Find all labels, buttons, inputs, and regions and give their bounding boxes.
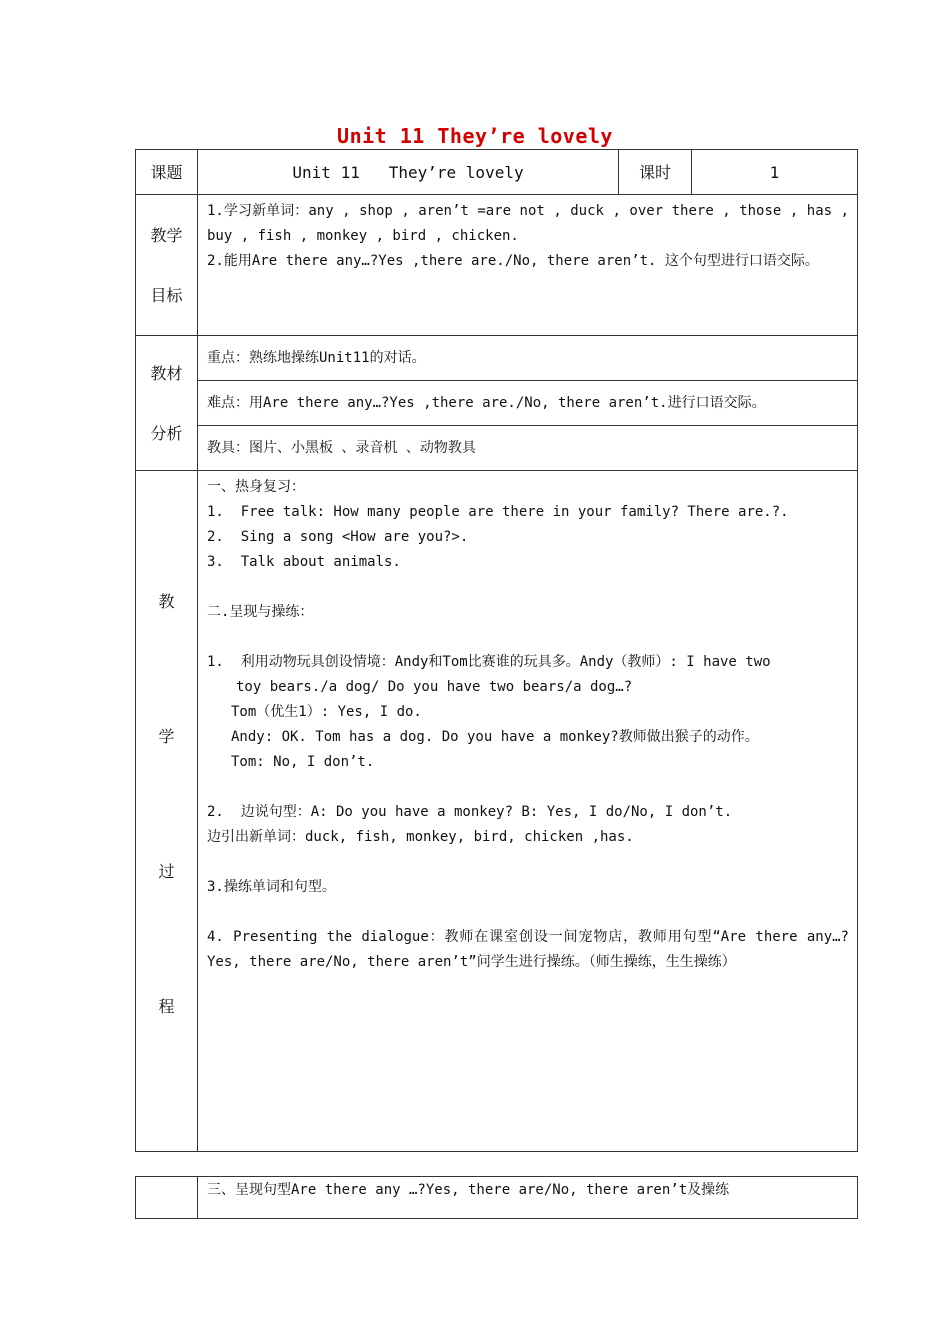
objectives-label	[136, 195, 198, 336]
topic-label: 课题	[136, 150, 198, 195]
step2-line: 2. 边说句型：A: Do you have a monkey? B: Yes, I do/No, I don’t.	[207, 804, 733, 820]
step3: 3.操练单词和句型。	[207, 879, 336, 895]
process-label-char-2: 学	[158, 727, 175, 746]
step2-line: 边引出新单词：duck, fish, monkey, bird, chicken ,has.	[207, 829, 634, 845]
warmup-item: 3. Talk about animals.	[207, 554, 401, 570]
header-row	[136, 150, 858, 195]
step1-line: 1. 利用动物玩具创设情境：Andy和Tom比赛谁的玩具多。Andy（教师）: I have two	[207, 654, 771, 670]
warmup-title: 一、热身复习：	[207, 479, 305, 495]
step4: 4. Presenting the dialogue：教师在课室创设一间宠物店，教师用句型“Are there any…?Yes, there are/No, there aren’t”问学生进行操练。（师生操练，生生操练）	[207, 929, 849, 970]
process-label-char-4: 程	[158, 997, 175, 1016]
warmup-item: 1. Free talk: How many people are there in your family? There are.?.	[207, 504, 789, 520]
objectives-row	[136, 195, 858, 336]
process-content	[198, 471, 858, 1152]
process-label	[136, 471, 198, 1152]
objectives-label-2: 目标	[150, 285, 183, 305]
document-title: Unit 11 They’re lovely	[337, 124, 613, 148]
step1-line: Tom（优生1）: Yes, I do.	[231, 704, 422, 720]
analysis-label-2: 分析	[150, 423, 183, 443]
process-row	[136, 471, 858, 1152]
step1-line: Andy: OK. Tom has a dog. Do you have a monkey?教师做出猴子的动作。	[231, 729, 759, 745]
analysis-label	[136, 336, 198, 471]
teaching-tools: 教具：图片、小黑板 、录音机 、动物教具	[198, 426, 858, 471]
topic-value: Unit 11 They’re lovely	[198, 150, 619, 195]
process-label-char-1: 教	[158, 592, 175, 611]
period-value: 1	[692, 150, 858, 195]
objective-1: 1.学习新单词：any , shop , aren’t =are not , duck , over there , those , has , buy , fish , monkey , bird , chicken.	[207, 203, 849, 244]
process-label-char-3: 过	[158, 862, 175, 881]
difficulty-point: 难点：用Are there any…?Yes ,there are./No, there aren’t.进行口语交际。	[198, 381, 858, 426]
lesson-plan-table	[135, 149, 858, 1152]
tools-row	[136, 426, 858, 471]
difficulty-row	[136, 381, 858, 426]
objectives-label-1: 教学	[150, 225, 183, 245]
key-point: 重点：熟练地操练Unit11的对话。	[198, 336, 858, 381]
key-point-row	[136, 336, 858, 381]
continuation-label-cell	[136, 1177, 198, 1219]
analysis-label-1: 教材	[150, 363, 183, 383]
step1-line: Tom: No, I don’t.	[231, 754, 375, 770]
continuation-row	[136, 1177, 858, 1219]
period-label: 课时	[619, 150, 692, 195]
step1-line: toy bears./a dog/ Do you have two bears/a dog…?	[236, 679, 633, 695]
continuation-table	[135, 1176, 858, 1219]
objectives-content	[198, 195, 858, 336]
objective-2: 2.能用Are there any…?Yes ,there are./No, there aren’t. 这个句型进行口语交际。	[207, 253, 819, 269]
section2-title: 二.呈现与操练：	[207, 604, 314, 620]
warmup-item: 2. Sing a song <How are you?>.	[207, 529, 469, 545]
section3-title: 三、呈现句型Are there any …?Yes, there are/No, there aren’t及操练	[198, 1177, 858, 1219]
